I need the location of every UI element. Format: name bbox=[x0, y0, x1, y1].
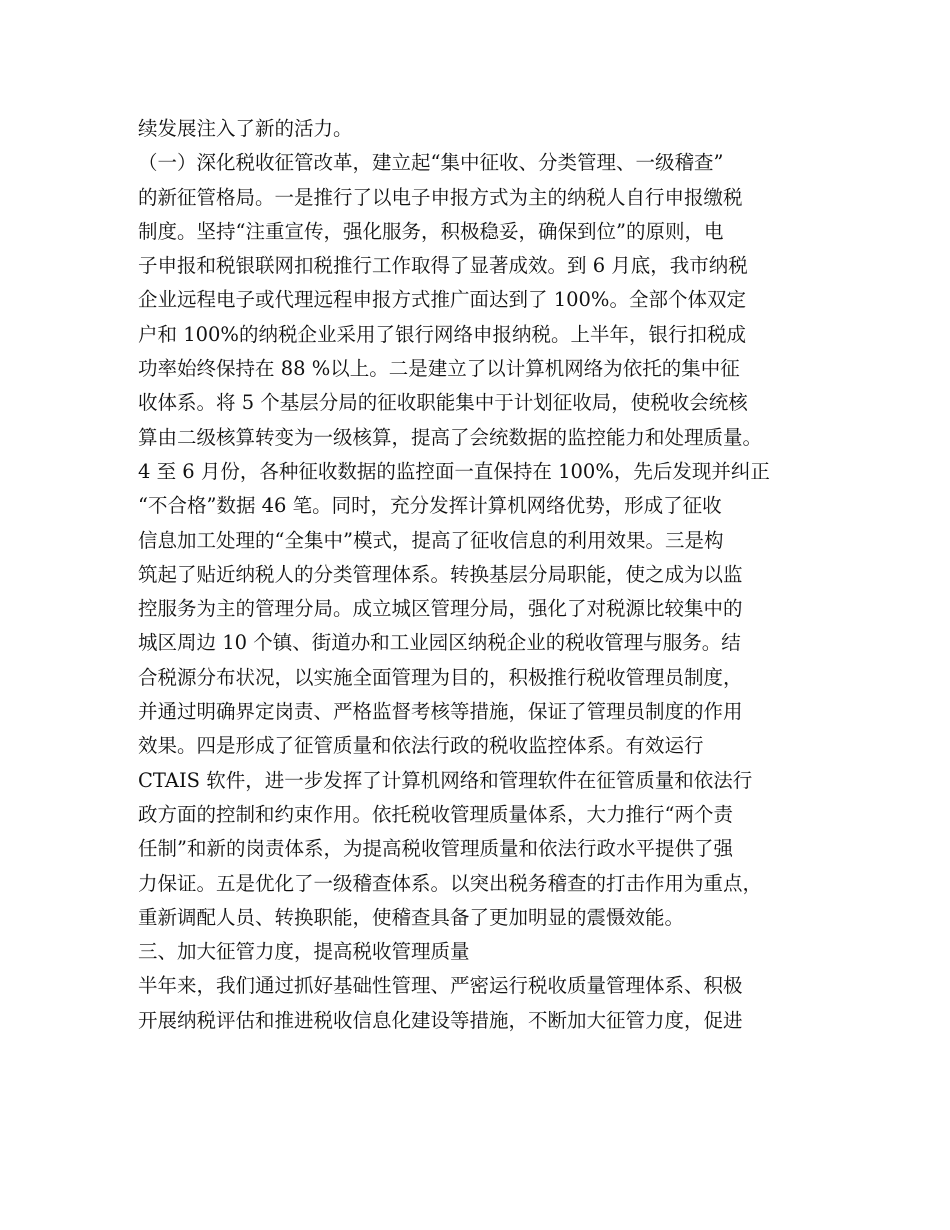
text-line: 开展纳税评估和推进税收信息化建设等措施，不断加大征管力度，促进 bbox=[138, 1008, 743, 1032]
text-line: 合税源分布状况，以实施全面管理为目的，积极推行税收管理员制度， bbox=[138, 665, 743, 689]
text-line: 4 至 6 月份，各种征收数据的监控面一直保持在 100%，先后发现并纠正 bbox=[138, 459, 770, 483]
text-line: 重新调配人员、转换职能，使稽查具备了更加明显的震慑效能。 bbox=[138, 905, 685, 929]
text-line: 信息加工处理的“全集中”模式，提高了征收信息的利用效果。三是构 bbox=[138, 528, 724, 552]
text-line: （一）深化税收征管改革，建立起“集中征收、分类管理、一级稽查” bbox=[138, 151, 724, 175]
text-line: 半年来，我们通过抓好基础性管理、严密运行税收质量管理体系、积极 bbox=[138, 974, 743, 998]
text-line: 政方面的控制和约束作用。依托税收管理质量体系，大力推行“两个责 bbox=[138, 802, 733, 826]
text-line: 算由二级核算转变为一级核算，提高了会统数据的监控能力和处理质量。 bbox=[138, 425, 763, 449]
text-line: 企业远程电子或代理远程申报方式推广面达到了 100%。全部个体双定 bbox=[138, 288, 746, 312]
text-line: 控服务为主的管理分局。成立城区管理分局，强化了对税源比较集中的 bbox=[138, 597, 743, 621]
text-line: 力保证。五是优化了一级稽查体系。以突出税务稽查的打击作用为重点， bbox=[138, 871, 763, 895]
document-body-text bbox=[138, 112, 828, 1038]
text-line: 城区周边 10 个镇、街道办和工业园区纳税企业的税收管理与服务。结 bbox=[138, 631, 741, 655]
text-line: 的新征管格局。一是推行了以电子申报方式为主的纳税人自行申报缴税 bbox=[138, 185, 743, 209]
text-line: 户和 100%的纳税企业采用了银行网络申报纳税。上半年，银行扣税成 bbox=[138, 322, 746, 346]
text-line: 制度。坚持“注重宣传，强化服务，积极稳妥，确保到位”的原则，电 bbox=[138, 219, 724, 243]
text-line: 续发展注入了新的活力。 bbox=[138, 117, 353, 140]
text-line: 功率始终保持在 88 %以上。二是建立了以计算机网络为依托的集中征 bbox=[138, 357, 740, 381]
text-line: CTAIS 软件，进一步发挥了计算机网络和管理软件在征管质量和依法行 bbox=[138, 768, 753, 792]
text-line: 筑起了贴近纳税人的分类管理体系。转换基层分局职能，使之成为以监 bbox=[138, 562, 743, 586]
text-line: 收体系。将 5 个基层分局的征收职能集中于计划征收局，使税收会统核 bbox=[138, 391, 748, 415]
text-line: 子申报和税银联网扣税推行工作取得了显著成效。到 6 月底，我市纳税 bbox=[138, 254, 748, 278]
text-line: 并通过明确界定岗责、严格监督考核等措施，保证了管理员制度的作用 bbox=[138, 700, 743, 724]
text-line: 效果。四是形成了征管质量和依法行政的税收监控体系。有效运行 bbox=[138, 734, 704, 758]
text-line: 任制”和新的岗责体系，为提高税收管理质量和依法行政水平提供了强 bbox=[138, 837, 733, 861]
text-line: “不合格”数据 46 笔。同时，充分发挥计算机网络优势，形成了征收 bbox=[138, 494, 722, 518]
section-heading: 三、加大征管力度，提高税收管理质量 bbox=[138, 940, 470, 964]
